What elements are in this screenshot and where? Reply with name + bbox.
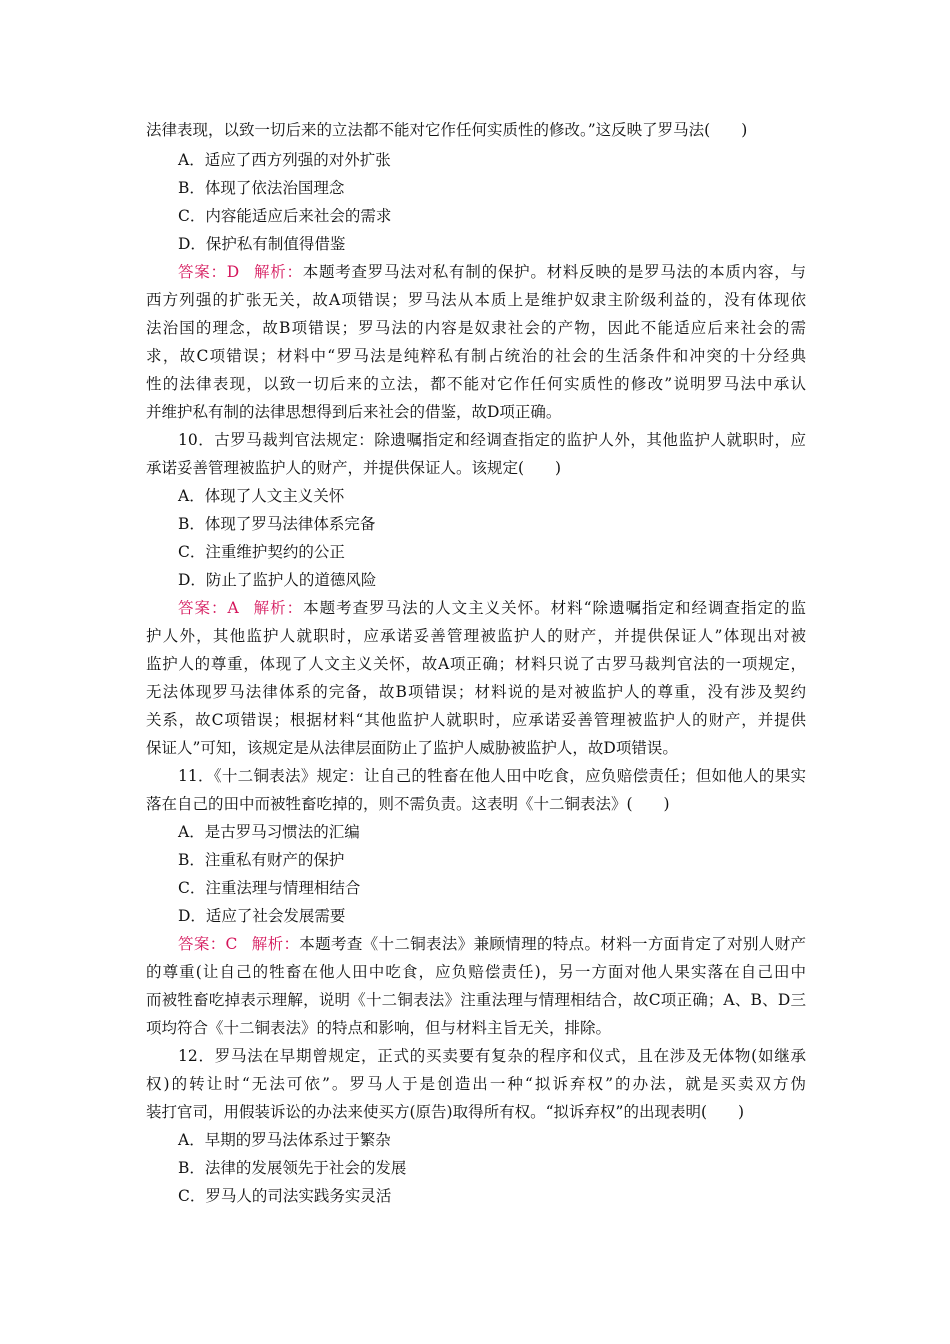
q10-analysis-line: 护人外，其他监护人就职时，应承诺妥善管理被监护人的财产，并提供保证人”体现出对被 — [146, 627, 806, 645]
q11-answer-line — [146, 934, 806, 954]
q10-option-b: B．体现了罗马法律体系完备 — [178, 515, 376, 533]
q12-option-b: B．法律的发展领先于社会的发展 — [178, 1159, 407, 1177]
q9-analysis-line: 求，故C项错误；材料中“罗马法是纯粹私有制占统治的社会的生活条件和冲突的十分经典 — [146, 347, 806, 365]
q9-stem: 法律表现，以致一切后来的立法都不能对它作任何实质性的修改。”这反映了罗马法( ) — [146, 121, 748, 139]
q10-analysis-line: 无法体现罗马法律体系的完备，故B项错误；材料说的是对被监护人的尊重，没有涉及契约 — [146, 683, 806, 701]
q10-stem: 10．古罗马裁判官法规定：除遗嘱指定和经调查指定的监护人外，其他监护人就职时，应 — [178, 431, 806, 449]
q9-option-b: B．体现了依法治国理念 — [178, 179, 345, 197]
q11-analysis-label: 解析： — [251, 935, 300, 953]
q11-analysis-text: 本题考查《十二铜表法》兼顾情理的特点。材料一方面肯定了对别人财产 — [299, 935, 806, 953]
q9-answer-line — [146, 262, 806, 282]
q10-analysis-text: 本题考查罗马法的人文主义关怀。材料“除遗嘱指定和经调查指定的监 — [303, 599, 806, 617]
q10-analysis-line: 保证人”可知，该规定是从法律层面防止了监护人威胁被监护人，故D项错误。 — [146, 739, 678, 757]
q11-stem: 落在自己的田中而被牲畜吃掉的，则不需负责。这表明《十二铜表法》( ) — [146, 795, 670, 813]
q10-answer-label: 答案：A — [178, 599, 239, 617]
q12-stem: 权)的转让时“无法可依”。罗马人于是创造出一种“拟诉弃权”的办法，就是买卖双方伪 — [146, 1075, 806, 1093]
q9-option-c: C．内容能适应后来社会的需求 — [178, 207, 392, 225]
q10-analysis-line: 监护人的尊重，体现了人文主义关怀，故A项正确；材料只说了古罗马裁判官法的一项规定， — [146, 655, 806, 673]
q12-option-c: C．罗马人的司法实践务实灵活 — [178, 1187, 392, 1205]
q9-option-d: D．保护私有制值得借鉴 — [178, 235, 346, 253]
q9-option-a: A．适应了西方列强的对外扩张 — [178, 151, 391, 169]
q9-analysis-line: 法治国的理念，故B项错误；罗马法的内容是奴隶社会的产物，因此不能适应后来社会的需 — [146, 319, 806, 337]
q10-option-a: A．体现了人文主义关怀 — [178, 487, 345, 505]
q10-stem: 承诺妥善管理被监护人的财产，并提供保证人。该规定( ) — [146, 459, 562, 477]
q9-analysis-line: 并维护私有制的法律思想得到后来社会的借鉴，故D项正确。 — [146, 403, 562, 421]
q9-answer-label: 答案：D — [178, 263, 240, 281]
q11-option-d: D．适应了社会发展需要 — [178, 907, 346, 925]
q9-analysis-line: 性的法律表现，以致一切后来的立法，都不能对它作任何实质性的修改”说明罗马法中承认 — [146, 375, 806, 393]
q9-analysis-label: 解析： — [253, 263, 303, 281]
q12-stem: 装打官司，用假装诉讼的办法来使买方(原告)取得所有权。“拟诉弃权”的出现表明( ) — [146, 1103, 745, 1121]
q9-analysis-text: 本题考查罗马法对私有制的保护。材料反映的是罗马法的本质内容，与 — [302, 263, 806, 281]
q11-stem: 11．《十二铜表法》规定：让自己的牲畜在他人田中吃食，应负赔偿责任；但如他人的果实 — [178, 767, 806, 785]
q11-option-b: B．注重私有财产的保护 — [178, 851, 345, 869]
q10-option-d: D．防止了监护人的道德风险 — [178, 571, 377, 589]
q10-answer-line — [146, 598, 806, 618]
q9-analysis-line: 西方列强的扩张无关，故A项错误；罗马法从本质上是维护奴隶主阶级利益的，没有体现依 — [146, 291, 806, 309]
q11-option-c: C．注重法理与情理相结合 — [178, 879, 361, 897]
q11-analysis-line: 项均符合《十二铜表法》的特点和影响，但与材料主旨无关，排除。 — [146, 1019, 612, 1037]
q12-stem: 12．罗马法在早期曾规定，正式的买卖要有复杂的程序和仪式，且在涉及无体物(如继承 — [178, 1047, 806, 1065]
q11-answer-label: 答案：C — [178, 935, 238, 953]
q12-option-a: A．早期的罗马法体系过于繁杂 — [178, 1131, 391, 1149]
q10-option-c: C．注重维护契约的公正 — [178, 543, 345, 561]
q11-analysis-line: 而被牲畜吃掉表示理解，说明《十二铜表法》注重法理与情理相结合，故C项正确；A、B、D三 — [146, 991, 806, 1009]
q11-option-a: A．是古罗马习惯法的汇编 — [178, 823, 360, 841]
q10-analysis-line: 关系，故C项错误；根据材料“其他监护人就职时，应承诺妥善管理被监护人的财产，并提供 — [146, 711, 806, 729]
q10-analysis-label: 解析： — [252, 599, 304, 617]
q11-analysis-line: 的尊重(让自己的牲畜在他人田中吃食，应负赔偿责任)，另一方面对他人果实落在自己田中 — [146, 963, 806, 981]
